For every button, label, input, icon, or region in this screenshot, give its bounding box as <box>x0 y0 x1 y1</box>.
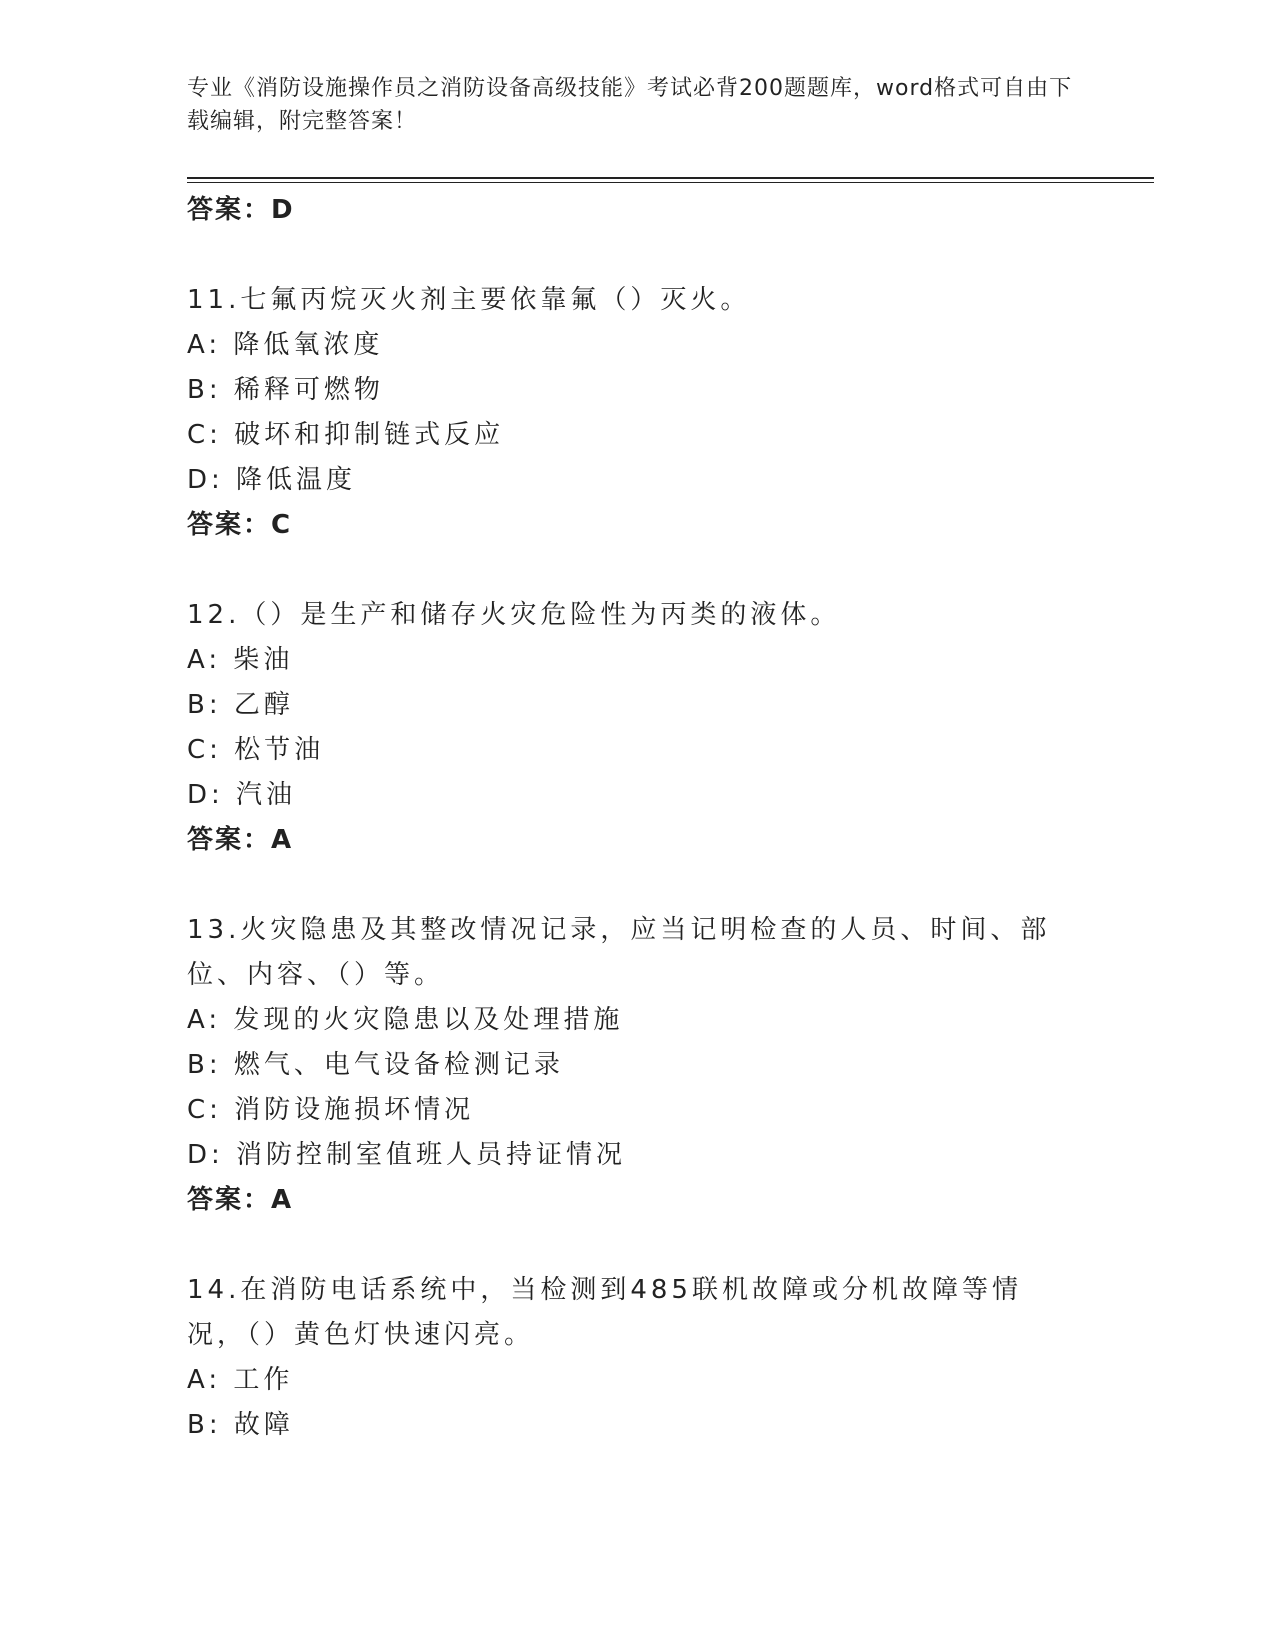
question-stem: 12.（）是生产和储存火灾危险性为丙类的液体。 <box>187 600 841 630</box>
question-stem: 14.在消防电话系统中，当检测到485联机故障或分机故障等情况，（）黄色灯快速闪亮。 <box>187 1275 1022 1350</box>
option-a: A: 发现的火灾隐患以及处理措施 <box>187 1005 624 1035</box>
question-block <box>187 908 1087 1223</box>
option-c: C: 破坏和抑制链式反应 <box>187 420 505 450</box>
document-header: 专业《消防设施操作员之消防设备高级技能》考试必背200题题库，word格式可自由下载编辑，附完整答案！ <box>187 76 1073 134</box>
option-d: D: 汽油 <box>187 780 297 810</box>
question-block <box>187 1268 1087 1448</box>
option-a: A: 降低氧浓度 <box>187 330 384 360</box>
answer-line: 答案：D <box>187 195 295 225</box>
spacer <box>187 1223 1087 1268</box>
option-a: A: 柴油 <box>187 645 294 675</box>
question-stem: 13.火灾隐患及其整改情况记录，应当记明检查的人员、时间、部位、内容、（）等。 <box>187 915 1051 990</box>
option-b: B: 燃气、电气设备检测记录 <box>187 1050 564 1080</box>
option-a: A: 工作 <box>187 1365 294 1395</box>
spacer <box>187 863 1087 908</box>
header-divider-thick <box>187 177 1154 179</box>
option-d: D: 降低温度 <box>187 465 357 495</box>
question-stem: 11.七氟丙烷灭火剂主要依靠氟（）灭火。 <box>187 285 751 315</box>
option-b: B: 故障 <box>187 1410 294 1440</box>
spacer <box>187 233 1087 278</box>
document-body <box>187 188 1087 1448</box>
answer-line: 答案：A <box>187 825 294 855</box>
question-block <box>187 278 1087 548</box>
option-c: C: 松节油 <box>187 735 325 765</box>
spacer <box>187 548 1087 593</box>
option-b: B: 稀释可燃物 <box>187 375 384 405</box>
option-d: D: 消防控制室值班人员持证情况 <box>187 1140 627 1170</box>
answer-line: 答案：A <box>187 1185 294 1215</box>
header-divider-thin <box>187 182 1154 183</box>
option-c: C: 消防设施损坏情况 <box>187 1095 475 1125</box>
question-block <box>187 593 1087 863</box>
answer-line: 答案：C <box>187 510 293 540</box>
option-b: B: 乙醇 <box>187 690 294 720</box>
